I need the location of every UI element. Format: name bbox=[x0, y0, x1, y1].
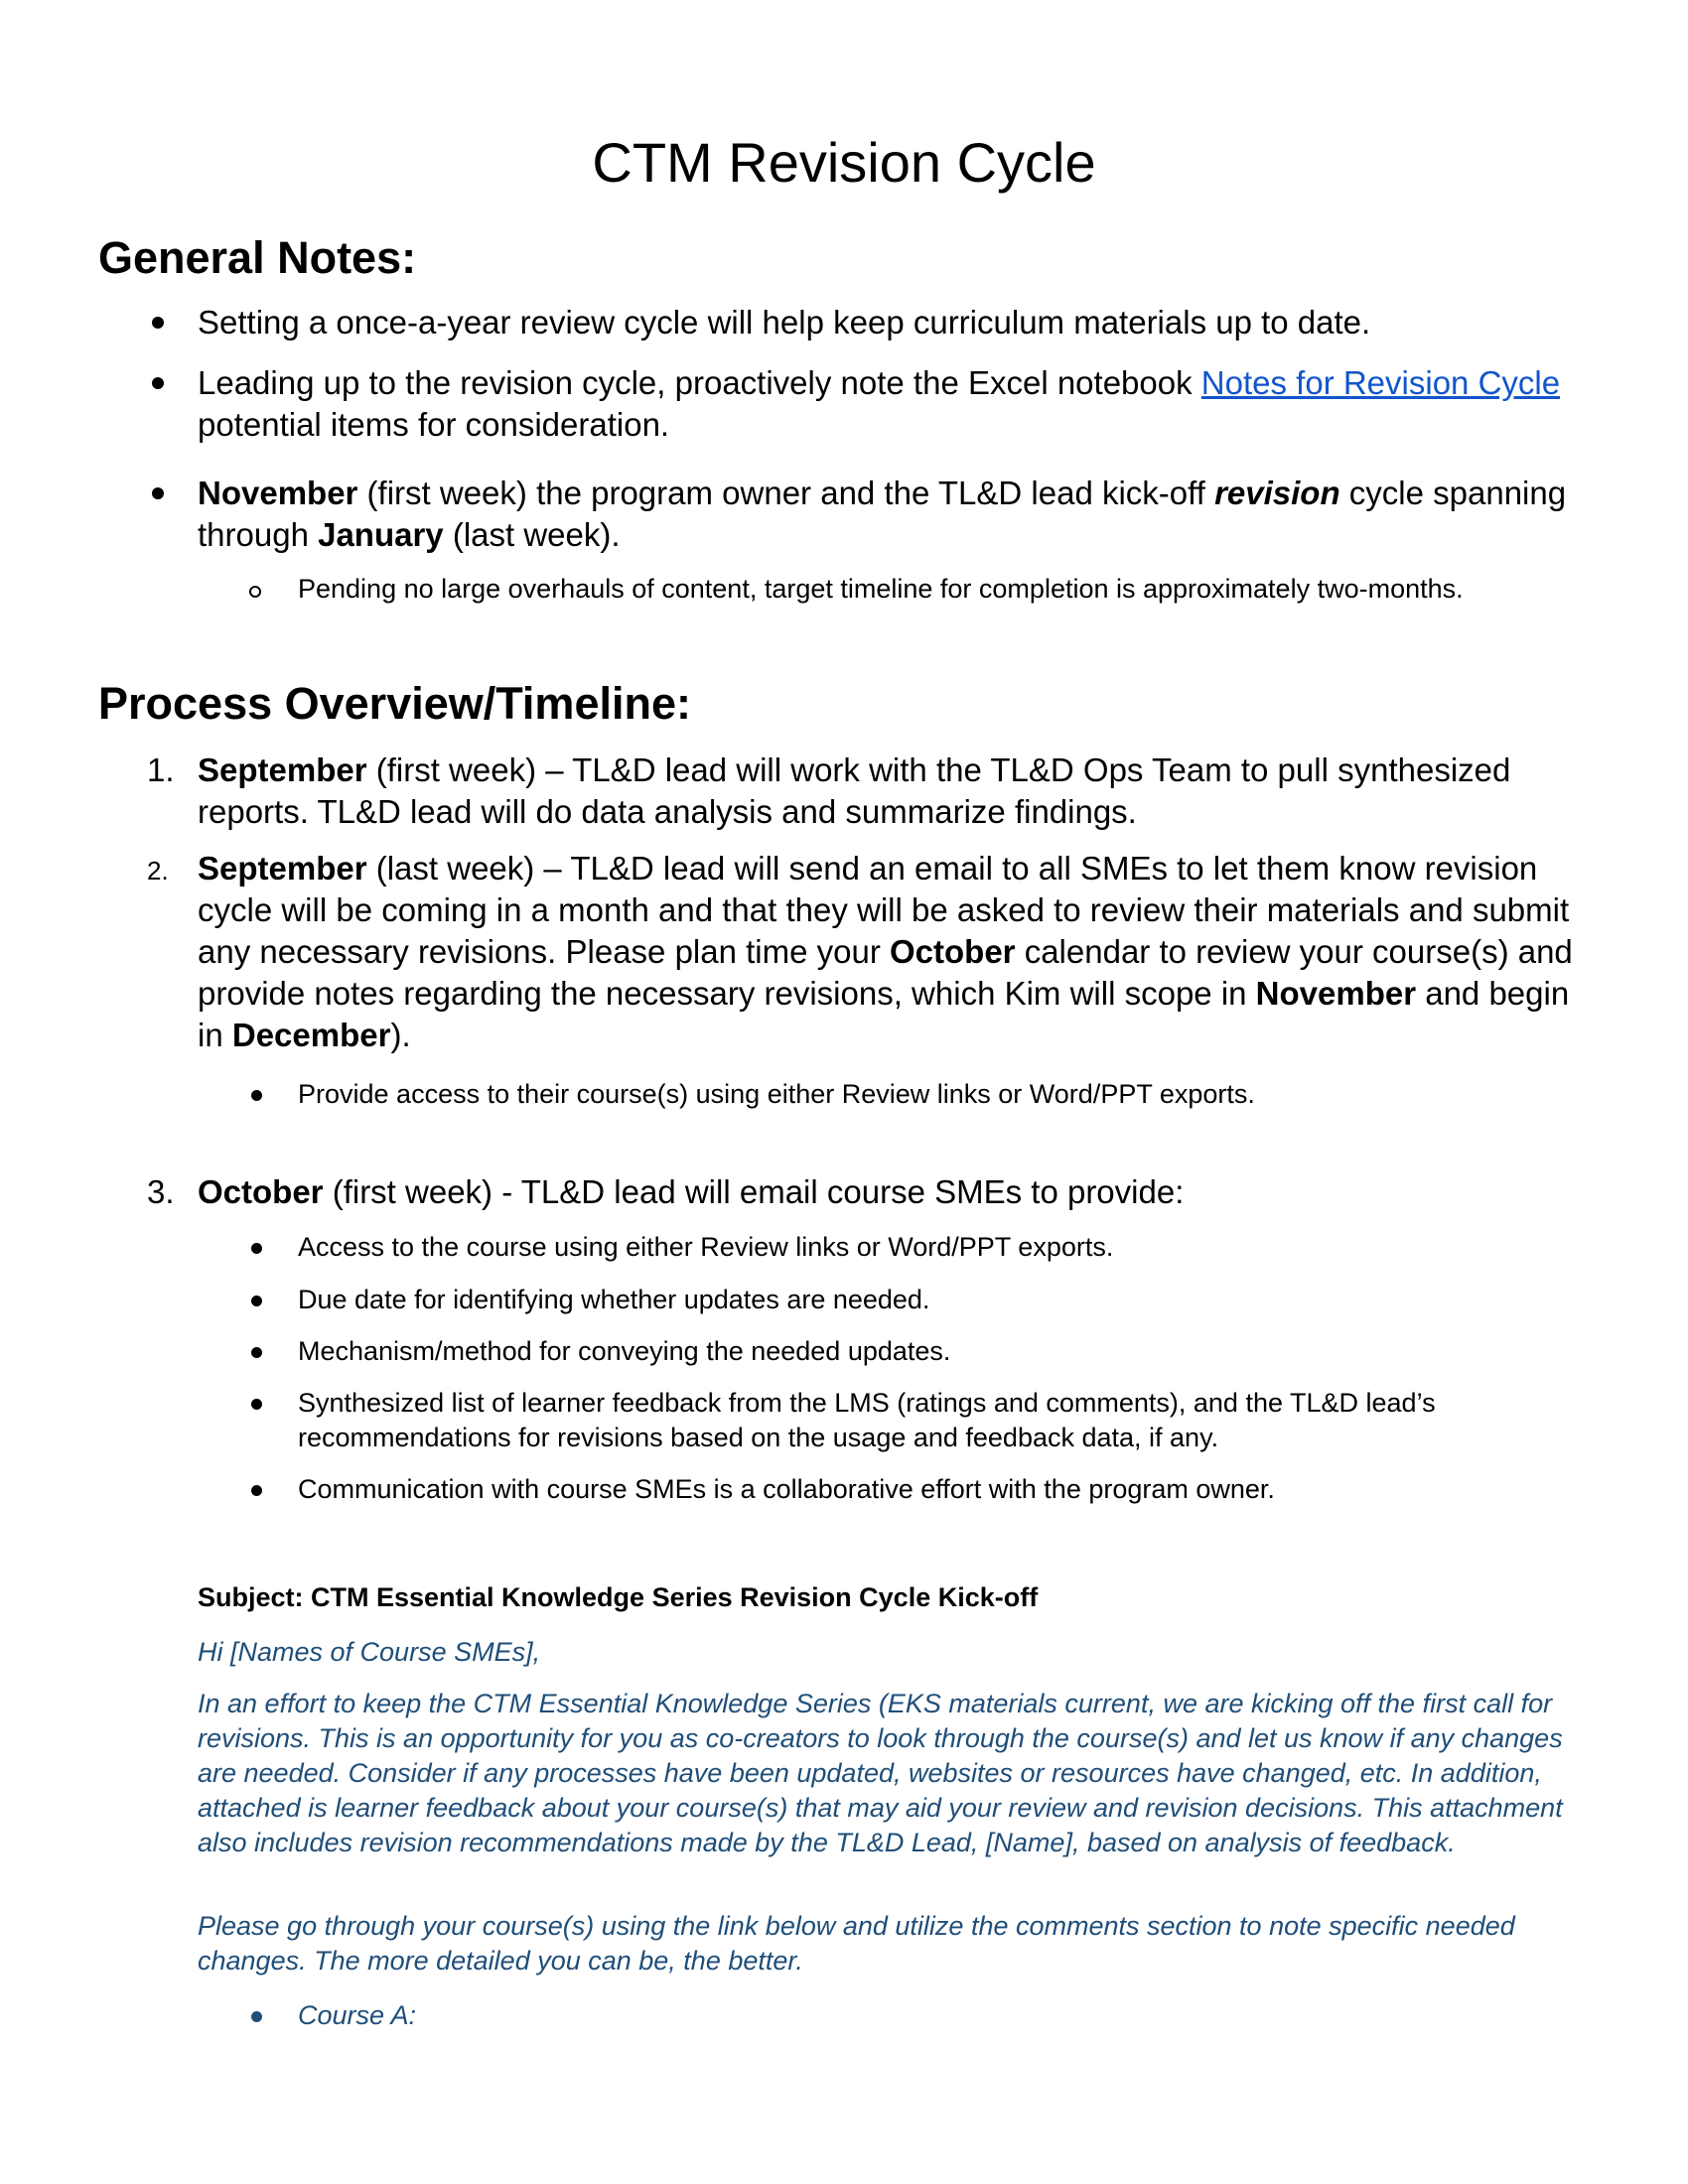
general-note-3-text-a: (first week) the program owner and the TL&D lead kick-off bbox=[357, 475, 1215, 511]
document-title: CTM Revision Cycle bbox=[592, 131, 1096, 194]
bullet-icon bbox=[152, 487, 164, 499]
hollow-bullet-icon bbox=[249, 586, 261, 598]
general-note-3-sub: Pending no large overhauls of content, target timeline for completion is approximately two-months. bbox=[298, 574, 1464, 604]
step-3-bullet: Mechanism/method for conveying the needed updates. bbox=[298, 1336, 951, 1366]
notes-for-revision-cycle-link[interactable]: Notes for Revision Cycle bbox=[1200, 364, 1561, 401]
bullet-icon bbox=[251, 1296, 262, 1306]
bullet-icon bbox=[152, 377, 164, 389]
general-note-3-text-b: cycle spanning through bbox=[198, 475, 1567, 553]
bullet-icon bbox=[251, 1485, 262, 1496]
process-step-1 bbox=[198, 750, 1588, 833]
bullet-icon bbox=[251, 1347, 262, 1358]
step-3-text: (first week) - TL&D lead will email course SMEs to provide: bbox=[323, 1173, 1185, 1210]
email-greeting: Hi [Names of Course SMEs], bbox=[198, 1637, 541, 1667]
step-3-bullet: Access to the course using either Review links or Word/PPT exports. bbox=[298, 1232, 1114, 1262]
general-note-2 bbox=[198, 362, 1588, 446]
step-1-text: (first week) – TL&D lead will work with the TL&D Ops Team to pull synthesized reports. TL&D lead will do data analysis and summarize findings. bbox=[198, 751, 1511, 830]
email-course-item: Course A: bbox=[298, 2000, 417, 2030]
step-3-bullet: Due date for identifying whether updates are needed. bbox=[298, 1285, 930, 1314]
process-step-3 bbox=[198, 1171, 1588, 1213]
step-number: 2. bbox=[147, 856, 169, 886]
step-2-text-d: ). bbox=[390, 1017, 411, 1053]
general-note-3 bbox=[198, 473, 1588, 556]
bullet-icon bbox=[251, 1090, 262, 1101]
step-2-bullet: Provide access to their course(s) using either Review links or Word/PPT exports. bbox=[298, 1079, 1255, 1109]
step-3-bullet: Synthesized list of learner feedback from the LMS (ratings and comments), and the TL&D lead’s recommendations for revisions based on the usage and feedback data, if any. bbox=[298, 1388, 1436, 1452]
month-november: November bbox=[1255, 975, 1417, 1012]
month-december: December bbox=[231, 1017, 391, 1053]
month-october: October bbox=[198, 1173, 324, 1210]
email-paragraph-2: Please go through your course(s) using the link below and utilize the comments section to note specific needed changes. The more detailed you can be, the better. bbox=[198, 1911, 1515, 1976]
general-note-2-text-a: Leading up to the revision cycle, proactively note the Excel notebook bbox=[198, 364, 1201, 401]
step-2-text-a: (last week) – TL&D lead will send an email to all SMEs to let them know revision cycle will be coming in a month and that they will be asked to review their materials and submit any necessary revisions. Please plan time your bbox=[198, 850, 1570, 970]
step-2-text-c: and begin in bbox=[198, 975, 1570, 1053]
process-step-2 bbox=[198, 848, 1588, 1056]
step-number: 3. bbox=[147, 1173, 175, 1210]
month-november: November bbox=[198, 475, 358, 511]
month-september: September bbox=[198, 850, 367, 887]
month-october: October bbox=[890, 933, 1016, 970]
bullet-icon bbox=[152, 317, 164, 329]
bullet-icon bbox=[251, 1243, 262, 1254]
month-january: January bbox=[318, 516, 444, 553]
step-3-bullet: Communication with course SMEs is a collaborative effort with the program owner. bbox=[298, 1474, 1275, 1504]
email-subject: Subject: CTM Essential Knowledge Series Revision Cycle Kick-off bbox=[198, 1582, 1039, 1612]
process-overview-heading: Process Overview/Timeline: bbox=[98, 678, 691, 729]
step-2-text-b: calendar to review your course(s) and provide notes regarding the necessary revisions, which Kim will scope in bbox=[198, 933, 1573, 1012]
month-september: September bbox=[198, 751, 367, 788]
email-paragraph-1: In an effort to keep the CTM Essential Knowledge Series (EKS materials current, we are kicking off the first call for revisions. This is an opportunity for you as co-creators to look through the course(s) and let us know if any changes are needed. Consider if any processes have been updated, websites or resources have changed, etc. In addition, attached is learner feedback about your course(s) that may aid your review and revision decisions. This attachment also includes revision recommendations made by the TL&D Lead, [Name], based on analysis of feedback. bbox=[198, 1689, 1563, 1857]
bullet-icon bbox=[251, 1399, 262, 1410]
general-note-2-text-b: potential items for consideration. bbox=[198, 406, 670, 443]
bullet-icon bbox=[251, 2011, 262, 2022]
step-number: 1. bbox=[147, 751, 175, 788]
general-note-1: Setting a once-a-year review cycle will help keep curriculum materials up to date. bbox=[198, 304, 1371, 341]
general-note-3-text-c: (last week). bbox=[443, 516, 621, 553]
general-notes-heading: General Notes: bbox=[98, 232, 417, 283]
revision-emphasis: revision bbox=[1214, 475, 1340, 511]
